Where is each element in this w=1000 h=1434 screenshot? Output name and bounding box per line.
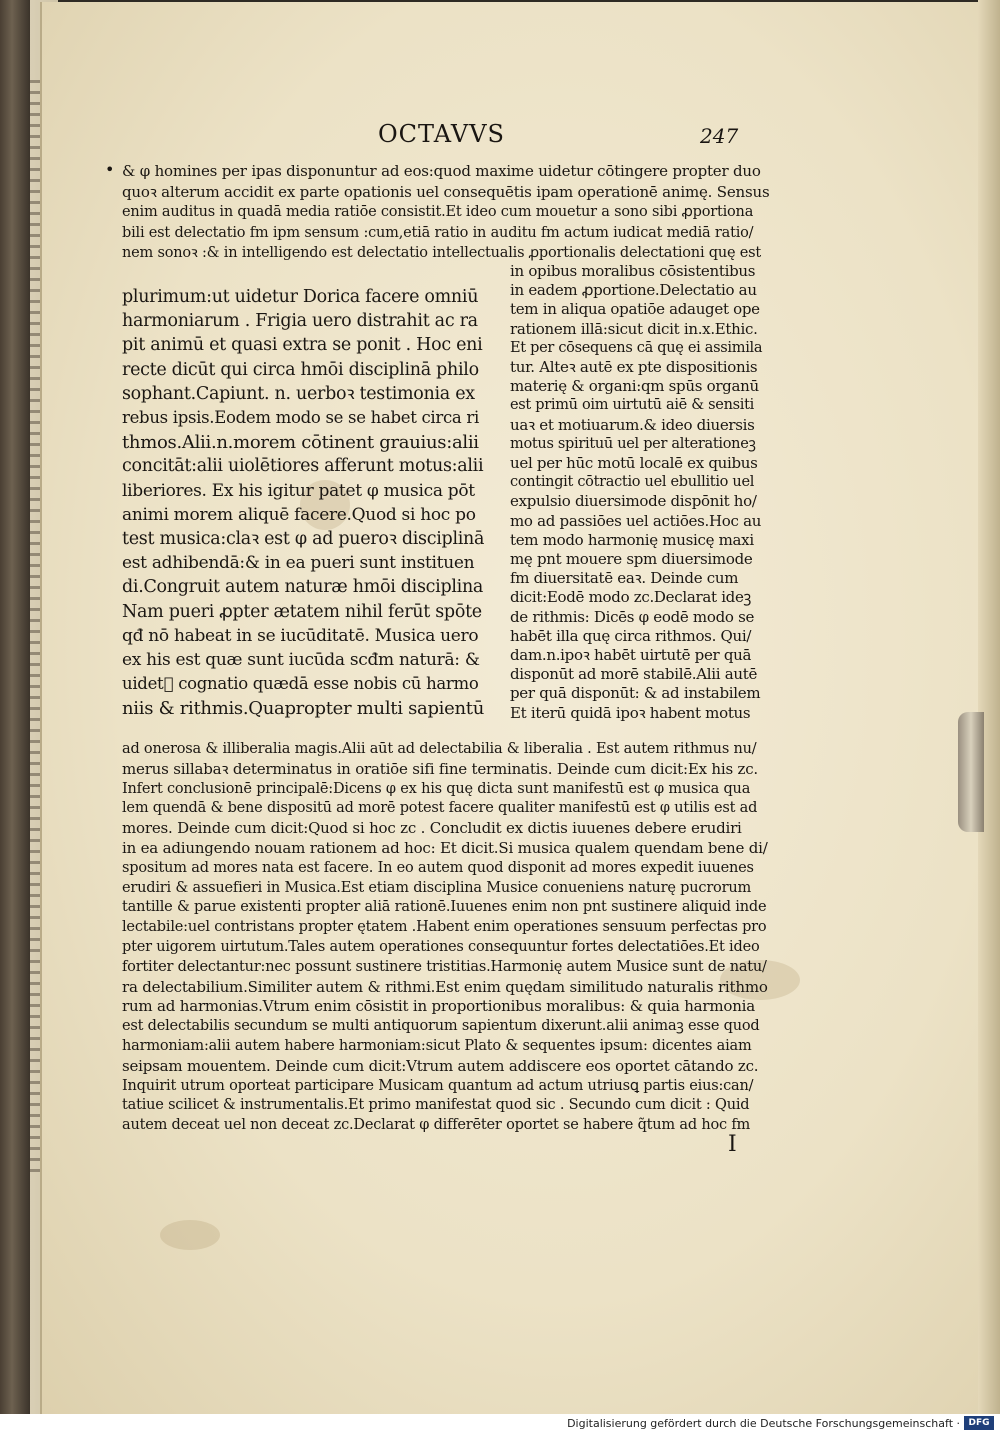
commentary-line: merus sillabaꝛ determinatus in oratiōe sifi fine terminatis. Deinde cum dicit:Ex his zc.	[122, 759, 758, 778]
commentary-line: erudiri & assuefieri in Musica.Est etiam disciplina Musice conueniens naturę pucrorum	[122, 879, 752, 896]
commentary-line: mores. Deinde cum dicit:Quod si hoc zc . Concludit ex dictis iuuenes debere erudiri	[122, 819, 742, 838]
commentary-line: & φ homines per ipas disponuntur ad eos:quod maxime uidetur cōtingere propter duo	[122, 162, 761, 180]
commentary-line: habēt illa quę circa rithmos. Qui/	[510, 626, 752, 645]
commentary-line: Et per cōsequens cā quę ei assimila	[510, 339, 763, 356]
commentary-line: tantille & parue existenti propter aliā rationē.Iuuenes enim non pnt sustinere aliquid inde	[122, 899, 767, 916]
commentary-line: lectabile:uel contristans propter ętatem .Habent enim operationes sensuum perfectas pro	[122, 919, 767, 936]
commentary-line: mę pnt mouere spm diuersimode	[510, 550, 753, 568]
commentary-line: quoꝛ alterum accidit ex parte opationis uel consequētis ipam operationē animę. Sensus	[122, 182, 770, 201]
commentary-line: ad onerosa & illiberalia magis.Alii aūt ad delectabilia & liberalia . Est autem rithmus nu/	[122, 741, 757, 757]
commentary-line: mo ad passiōes uel actiōes.Hoc au	[510, 511, 762, 530]
text-line: uidetᷣ cognatio quædā esse nobis cū harmo	[122, 674, 479, 694]
commentary-line: per quā disponūt: & ad instabilem	[510, 684, 761, 703]
text-line: est adhibendā:& in ea pueri sunt instituen	[122, 553, 475, 574]
text-line: sophant.Capiunt. n. uerboꝛ testimonia ex	[122, 383, 475, 404]
commentary-line: uel per hūc motū localē ex quibus	[510, 454, 758, 472]
commentary-line: uaꝛ et motiuarum.& ideo diuersis	[510, 415, 755, 434]
commentary-line: fm diuersitatē eaꝛ. Deinde cum	[510, 569, 739, 588]
text-line: Nam pueri ꝓpter ætatem nihil ferūt spōte	[122, 601, 482, 622]
commentary-line: dicit:Eodē modo zc.Declarat ideꝫ	[510, 588, 751, 607]
commentary-line: expulsio diuersimode dispōnit ho/	[510, 492, 757, 511]
text-line: harmoniarum . Frigia uero distrahit ac ra	[122, 311, 478, 332]
page-clip	[958, 712, 984, 832]
text-line: concitāt:alii uiolētiores afferunt motus:alii	[122, 456, 484, 477]
catchword: I	[728, 1132, 737, 1157]
page-fore-edge	[978, 0, 1000, 1414]
commentary-line: tur. Alteꝛ autē ex pte dispositionis	[510, 358, 758, 376]
commentary-line: in opibus moralibus cōsistentibus	[510, 262, 756, 280]
text-line: ex his est quæ sunt iucūda scđm naturā: &	[122, 650, 480, 670]
commentary-line: bili est delectatio fm ipm sensum :cum,etiā ratio in auditu fm actum iudicat mediā ratio/	[122, 224, 754, 241]
commentary-line: Infert conclusionē principalē:Dicens φ ex his quę dicta sunt manifestū est φ musica qua	[122, 780, 751, 797]
commentary-line: harmoniam:alii autem habere harmoniam:sicut Plato & sequentes ipsum: dicentes aiam	[122, 1038, 752, 1054]
digitization-credit: Digitalisierung gefördert durch die Deutsche Forschungsgemeinschaft ·	[567, 1417, 960, 1430]
text-line: qđ nō habeat in se iucūditatē. Musica uero	[122, 625, 479, 646]
commentary-line: rum ad harmonias.Vtrum enim cōsistit in proportionibus moralibus: & quia harmonia	[122, 997, 756, 1016]
commentary-line: nem sonoꝛ :& in intelligendo est delectatio intellectualis ꝓportionalis delectationi quę est	[122, 245, 762, 261]
commentary-line: motus spirituū uel per alterationeꝫ	[510, 435, 756, 452]
text-line: recte dicūt qui circa hmōi disciplinā philo	[122, 359, 479, 380]
commentary-line: materię & organi:qm spūs organū	[510, 377, 759, 396]
commentary-line: ra delectabilium.Similiter autem & rithmi.Est enim quędam similitudo naturalis rithmo	[122, 977, 768, 996]
commentary-line: seipsam mouentem. Deinde cum dicit:Vtrum autem addiscere eos oportet cātando zc.	[122, 1056, 759, 1075]
commentary-line: est delectabilis secundum se multi antiquorum sapientum dixerunt.alii animaꝫ esse quod	[122, 1018, 760, 1035]
commentary-line: de rithmis: Dicēs φ eodē modo se	[510, 607, 755, 626]
commentary-line: spositum ad mores nata est facere. In eo autem quod disponit ad mores expedit iuuenes	[122, 859, 754, 876]
paragraph-mark: •	[105, 160, 115, 179]
commentary-line: in eadem ꝓportione.Delectatio au	[510, 281, 757, 300]
text-line: pit animū et quasi extra se ponit . Hoc eni	[122, 335, 483, 356]
commentary-line: tatiue scilicet & instrumentalis.Et primo manifestat quod sic . Secundo cum dicit : Quid	[122, 1097, 750, 1114]
stain	[160, 1220, 220, 1250]
text-line: niis & rithmis.Quapropter multi sapientū	[122, 698, 485, 720]
commentary-line: dam.n.ipoꝛ habēt uirtutē per quā	[510, 646, 752, 664]
commentary-line: Et iterū quidā ipoꝛ habent motus	[510, 703, 751, 722]
commentary-line: enim auditus in quadā media ratiōe consistit.Et ideo cum mouetur a sono sibi ꝓportiona	[122, 204, 754, 220]
commentary-line: disponūt ad morē stabilē.Alii autē	[510, 665, 758, 684]
commentary-line: autem deceat uel non deceat zc.Declarat φ differēter oportet se habere q̃tum ad hoc fm	[122, 1117, 751, 1134]
commentary-line: pter uigorem uirtutum.Tales autem operationes consequuntur fortes delectatiōes.Et ideo	[122, 939, 760, 955]
commentary-line: lem quendā & bene dispositū ad morē potest facere qualiter manifestū est φ utilis est ad	[122, 800, 758, 817]
dfg-logo: DFG	[964, 1416, 994, 1430]
commentary-line: rationem illā:sicut dicit in.x.Ethic.	[510, 319, 758, 338]
commentary-line: Inquirit utrum oporteat participare Musicam quantum ad actum utriusꝗ partis eius:can/	[122, 1077, 754, 1094]
text-line: rebus ipsis.Eodem modo se se habet circa ri	[122, 408, 479, 427]
commentary-line: in ea adiungendo nouam rationem ad hoc: Et dicit.Si musica qualem quendam bene di/	[122, 839, 768, 857]
commentary-line: contingit cōtractio uel ebullitio uel	[510, 474, 755, 491]
commentary-line: est primū oim uirtutū aiē & sensiti	[510, 397, 754, 414]
page-number: 247	[700, 124, 739, 148]
text-line: plurimum:ut uidetur Dorica facere omniū	[122, 287, 479, 307]
text-line: test musica:claꝛ est φ ad pueroꝛ disciplinā	[122, 529, 485, 549]
commentary-line: tem in aliqua opatiōe adauget ope	[510, 300, 760, 319]
book-spine	[0, 0, 30, 1414]
text-line: di.Congruit autem naturæ hmōi disciplina	[122, 577, 484, 598]
text-line: liberiores. Ex his igitur patet φ musica pōt	[122, 480, 475, 501]
text-line: thmos.Alii.n.morem cōtinent grauius:alii	[122, 432, 479, 454]
running-header: OCTAVVS	[378, 120, 505, 148]
commentary-line: fortiter delectantur:nec possunt sustinere tristitias.Harmonię autem Musice sunt de natu/	[122, 958, 767, 975]
text-line: animi morem aliquē facere.Quod si hoc po	[122, 504, 476, 525]
commentary-line: tem modo harmonię musicę maxi	[510, 530, 754, 549]
